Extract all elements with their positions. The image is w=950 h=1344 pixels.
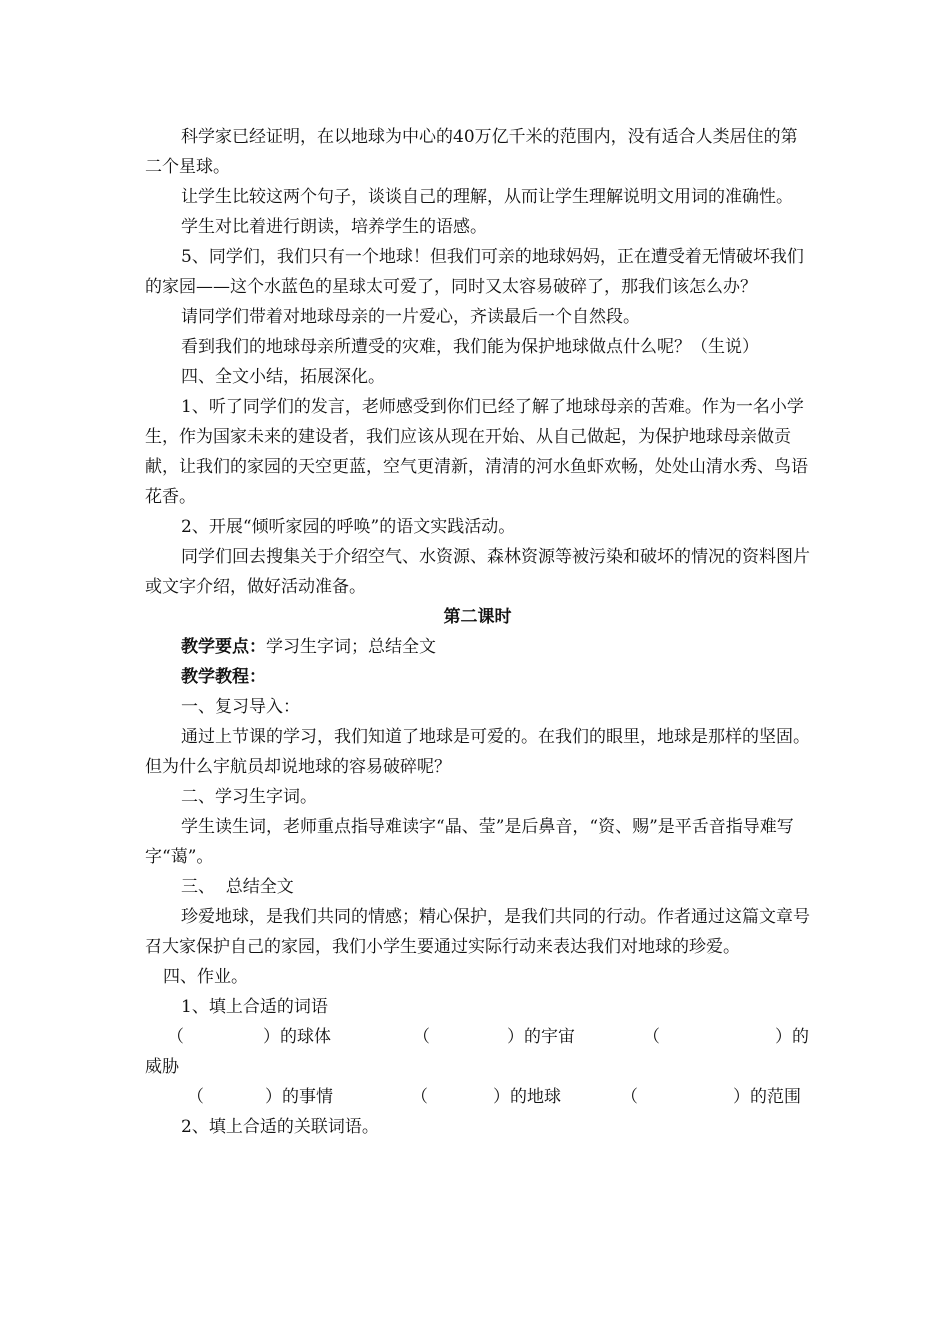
blank-close: ）的球体 [263, 1027, 331, 1047]
paragraph: 看到我们的地球母亲所遭受的灾难，我们能为保护地球做点什么呢？（生说） [181, 337, 759, 357]
blank-open: （ [621, 1087, 638, 1107]
blank-close: ）的宇宙 [507, 1027, 575, 1047]
section-heading: 一、复习导入： [181, 697, 300, 717]
key-points-label: 教学要点： [181, 637, 266, 657]
blank-open: （ [411, 1087, 428, 1107]
fill-blank-row [145, 1022, 810, 1052]
paragraph: 让学生比较这两个句子，谈谈自己的理解，从而让学生理解说明文用词的准确性。 [181, 187, 793, 207]
homework-title: 四、作业。 [163, 967, 248, 987]
blank-close: ）的地球 [493, 1087, 561, 1107]
paragraph: 同学们回去搜集关于介绍空气、水资源、森林资源等被污染和破坏的情况的资料图片或文字介绍，做好活动准备。 [145, 547, 810, 597]
paragraph: 2、开展“倾听家园的呼唤”的语文实践活动。 [181, 517, 516, 537]
blank-open: （ [187, 1087, 204, 1107]
homework-item: 2、填上合适的关联词语。 [181, 1117, 379, 1137]
blank-open: （ [643, 1027, 660, 1047]
document-body [145, 122, 810, 1142]
section-heading: 三、 总结全文 [181, 877, 294, 897]
paragraph: 通过上节课的学习，我们知道了地球是可爱的。在我们的眼里，地球是那样的坚固。但为什么宇航员却说地球的容易破碎呢？ [145, 727, 810, 777]
key-points [145, 632, 810, 662]
fill-blank-row [145, 1082, 810, 1112]
blank-close: ）的范围 [733, 1087, 801, 1107]
fill-row-wrap: 威胁 [145, 1057, 179, 1077]
paragraph: 请同学们带着对地球母亲的一片爱心，齐读最后一个自然段。 [181, 307, 640, 327]
blank-close: ）的事情 [265, 1087, 333, 1107]
section-heading: 四、全文小结，拓展深化。 [181, 367, 385, 387]
paragraph: 珍爱地球，是我们共同的情感；精心保护，是我们共同的行动。作者通过这篇文章号召大家保护自己的家园，我们小学生要通过实际行动来表达我们对地球的珍爱。 [145, 907, 810, 957]
key-points-text: 学习生字词；总结全文 [266, 637, 436, 657]
paragraph: 1、听了同学们的发言，老师感受到你们已经了解了地球母亲的苦难。作为一名小学生，作为国家未来的建设者，我们应该从现在开始、从自己做起，为保护地球母亲做贡献，让我们的家园的天空更蓝，空气更清新，清清的河水鱼虾欢畅，处处山清水秀、鸟语花香。 [145, 397, 808, 507]
blank-open: （ [413, 1027, 430, 1047]
paragraph: 5、同学们，我们只有一个地球！但我们可亲的地球妈妈，正在遭受着无情破坏我们的家园——这个水蓝色的星球太可爱了，同时又太容易破碎了，那我们该怎么办？ [145, 247, 804, 297]
homework-item: 1、填上合适的词语 [181, 997, 328, 1017]
lesson-title: 第二课时 [443, 607, 512, 627]
blank-open: （ [167, 1027, 184, 1047]
paragraph: 学生读生词，老师重点指导难读字“晶、莹”是后鼻音，“资、赐”是平舌音指导难写字“蔼”。 [145, 817, 794, 867]
section-heading: 二、学习生字词。 [181, 787, 317, 807]
process-label: 教学教程： [181, 667, 266, 687]
blank-close: ）的 [775, 1027, 809, 1047]
paragraph: 科学家已经证明，在以地球为中心的40万亿千米的范围内，没有适合人类居住的第二个星球。 [145, 127, 798, 177]
paragraph: 学生对比着进行朗读，培养学生的语感。 [181, 217, 487, 237]
